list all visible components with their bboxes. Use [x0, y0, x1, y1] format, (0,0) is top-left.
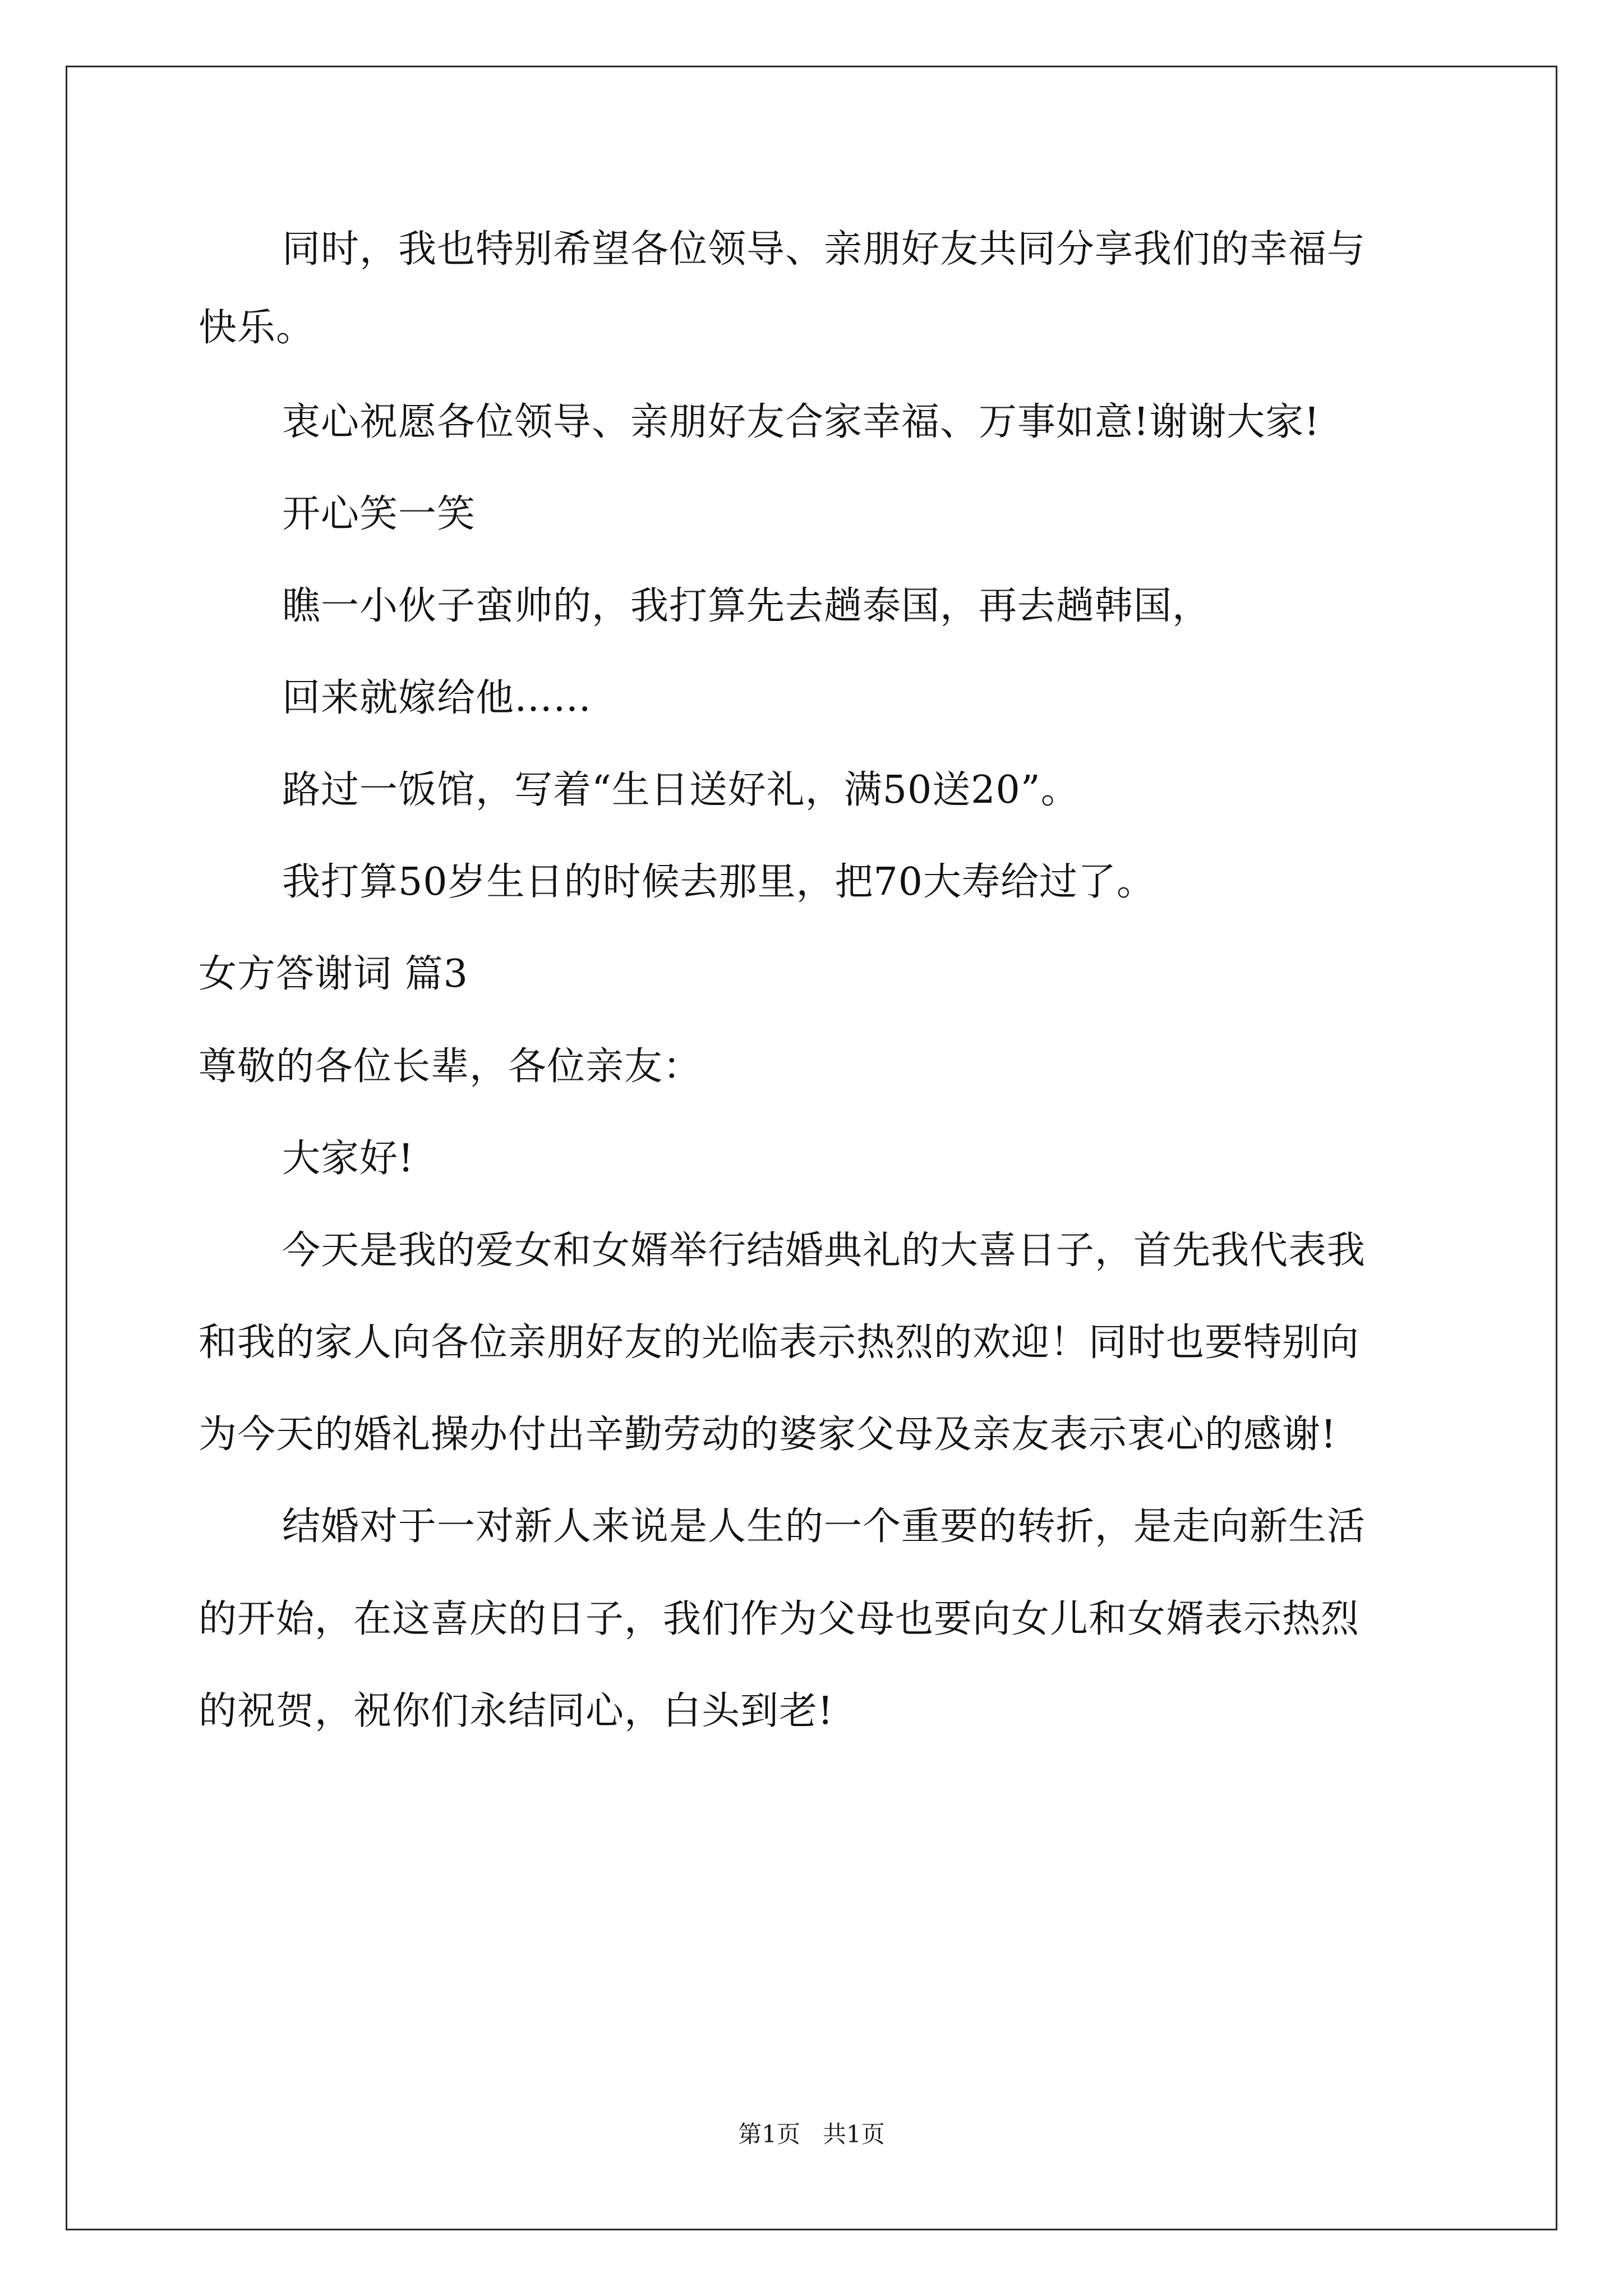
section-heading: 女方答谢词 篇3	[199, 952, 468, 996]
paragraph-line: 快乐。	[199, 306, 315, 350]
paragraph-line: 的祝贺，祝你们永结同心，白头到老!	[199, 1689, 834, 1733]
paragraph-line: 我打算50岁生日的时候去那里，把70大寿给过了。	[282, 860, 1156, 904]
paragraph-line: 路过一饭馆，写着“生日送好礼，满50送20”。	[282, 768, 1080, 812]
paragraph-line: 和我的家人向各位亲朋好友的光临表示热烈的欢迎！同时也要特别向	[199, 1320, 1360, 1365]
paragraph-line: 回来就嫁给他……	[282, 676, 592, 720]
paragraph-line: 开心笑一笑	[282, 492, 476, 536]
paragraph-line: 衷心祝愿各位领导、亲朋好友合家幸福、万事如意!谢谢大家!	[282, 400, 1320, 444]
paragraph-line: 今天是我的爱女和女婿举行结婚典礼的大喜日子，首先我代表我	[282, 1228, 1366, 1273]
paragraph-line: 的开始，在这喜庆的日子，我们作为父母也要向女儿和女婿表示热烈	[199, 1597, 1360, 1641]
page-number-footer: 第1页 共1页	[738, 2120, 885, 2148]
paragraph-line: 瞧一小伙子蛮帅的，我打算先去趟泰国，再去趟韩国，	[282, 584, 1211, 628]
paragraph-line: 结婚对于一对新人来说是人生的一个重要的转折，是走向新生活	[282, 1504, 1366, 1549]
paragraph-line: 为今天的婚礼操办付出辛勤劳动的婆家父母及亲友表示衷心的感谢!	[199, 1412, 1337, 1457]
greeting: 大家好!	[282, 1137, 414, 1181]
paragraph-line: 同时，我也特别希望各位领导、亲朋好友共同分享我们的幸福与	[282, 227, 1366, 272]
salutation: 尊敬的各位长辈，各位亲友：	[199, 1045, 702, 1089]
